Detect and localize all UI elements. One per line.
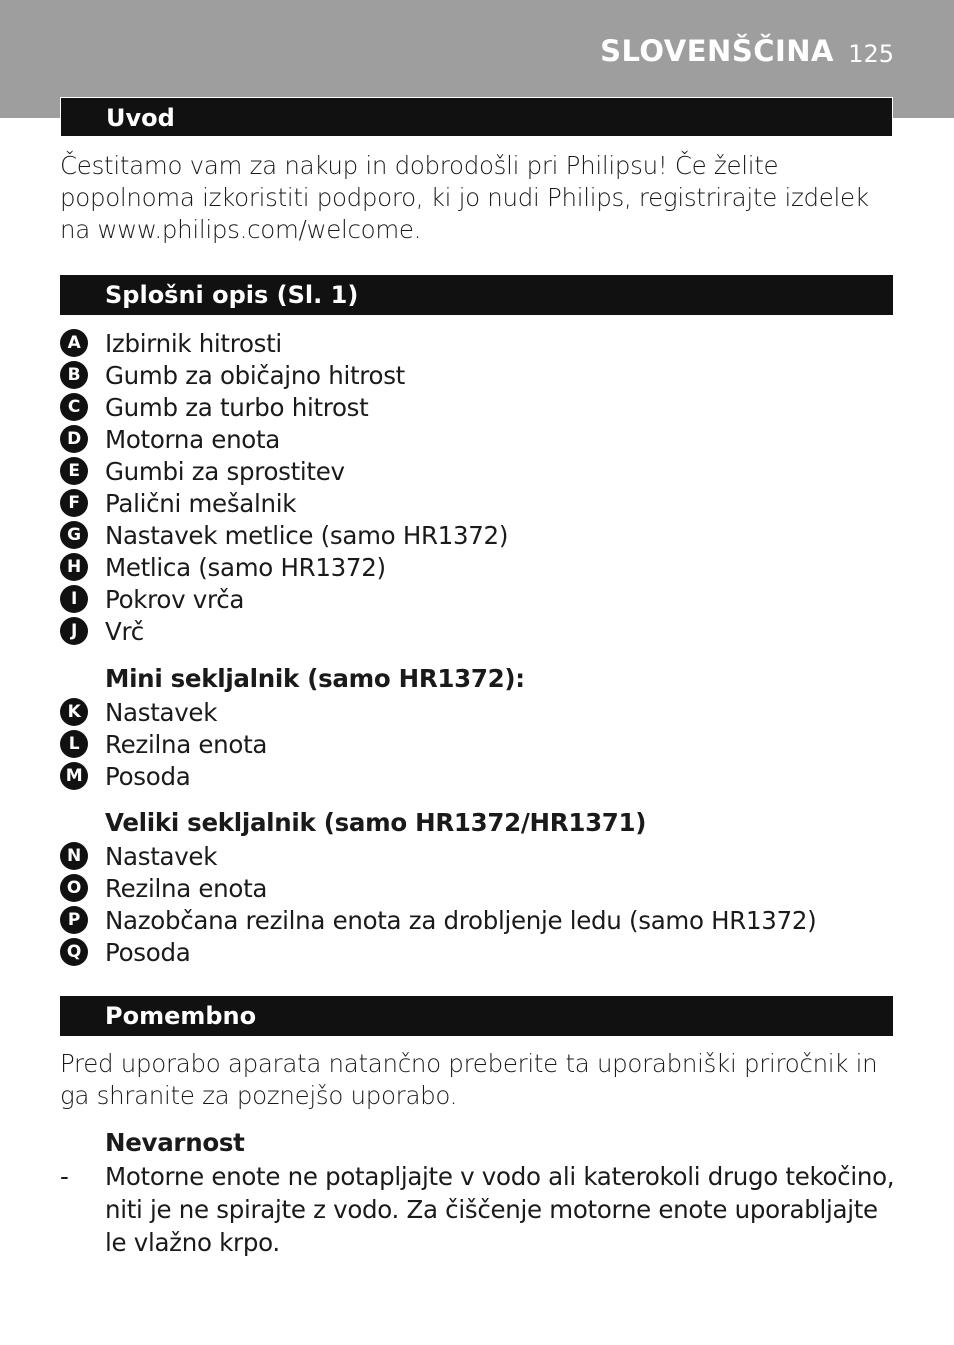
item-label: Nazobčana rezilna enota za drobljenje ledu (samo HR1372) <box>105 905 817 935</box>
list-item <box>60 760 920 792</box>
item-label: Gumb za običajno hitrost <box>105 360 405 390</box>
letter-badge: O <box>60 874 88 902</box>
page-number: 125 <box>848 40 894 68</box>
important-text: Pred uporabo aparata natančno preberite ta uporabniški priročnik in ga shranite za poznejšo uporabo. <box>60 1049 878 1110</box>
intro-text: Čestitamo vam za nakup in dobrodošli pri Philipsu! Če želite popolnoma izkoristiti podporo, ki jo nudi Philips, registrirajte izdelek na www.philips.com/welcome. <box>60 151 869 244</box>
list-item <box>60 327 920 359</box>
item-label: Izbirnik hitrosti <box>105 328 282 358</box>
item-label: Nastavek <box>105 697 218 727</box>
list-item <box>60 904 920 936</box>
list-item <box>60 455 920 487</box>
danger-bullet-text: Motorne enote ne potapljajte v vodo ali katerokoli drugo tekočino, niti je ne spirajte z vodo. Za čiščenje motorne enote uporabljajte le vlažno krpo. <box>105 1162 895 1257</box>
section-title-important: Pomembno <box>60 996 893 1036</box>
language-title: SLOVENŠČINA <box>600 34 834 68</box>
large-chopper-heading: Veliki sekljalnik (samo HR1372/HR1371) <box>105 808 647 837</box>
item-label: Posoda <box>105 937 191 967</box>
letter-badge: I <box>60 585 88 613</box>
letter-badge: E <box>60 457 88 485</box>
letter-badge: L <box>60 730 88 758</box>
letter-badge: M <box>60 762 88 790</box>
item-label: Posoda <box>105 761 191 791</box>
list-item <box>60 487 920 519</box>
item-label: Palični mešalnik <box>105 488 297 518</box>
letter-badge: G <box>60 521 88 549</box>
list-item <box>60 615 920 647</box>
parts-list <box>60 327 920 647</box>
list-item <box>60 696 920 728</box>
letter-badge: B <box>60 361 88 389</box>
item-label: Pokrov vrča <box>105 584 245 614</box>
list-item <box>60 936 920 968</box>
item-label: Rezilna enota <box>105 873 268 903</box>
mini-chopper-list <box>60 696 920 792</box>
mini-chopper-heading: Mini sekljalnik (samo HR1372): <box>105 664 525 693</box>
bullet-dash: - <box>60 1162 69 1191</box>
letter-badge: C <box>60 393 88 421</box>
danger-heading: Nevarnost <box>105 1128 245 1157</box>
letter-badge: Q <box>60 938 88 966</box>
item-label: Nastavek <box>105 841 218 871</box>
letter-badge: F <box>60 489 88 517</box>
letter-badge: D <box>60 425 88 453</box>
letter-badge: H <box>60 553 88 581</box>
danger-bullet <box>60 1160 920 1259</box>
list-item <box>60 359 920 391</box>
item-label: Rezilna enota <box>105 729 268 759</box>
item-label: Nastavek metlice (samo HR1372) <box>105 520 509 550</box>
letter-badge: A <box>60 329 88 357</box>
item-label: Motorna enota <box>105 424 281 454</box>
list-item <box>60 519 920 551</box>
letter-badge: K <box>60 698 88 726</box>
section-title-description: Splošni opis (Sl. 1) <box>60 275 893 315</box>
letter-badge: P <box>60 906 88 934</box>
list-item <box>60 728 920 760</box>
list-item <box>60 423 920 455</box>
list-item <box>60 840 920 872</box>
list-item <box>60 872 920 904</box>
section-title-intro: Uvod <box>60 97 893 137</box>
list-item <box>60 583 920 615</box>
item-label: Gumb za turbo hitrost <box>105 392 369 422</box>
large-chopper-list <box>60 840 920 968</box>
list-item <box>60 551 920 583</box>
letter-badge: N <box>60 842 88 870</box>
item-label: Gumbi za sprostitev <box>105 456 345 486</box>
letter-badge: J <box>60 617 88 645</box>
item-label: Metlica (samo HR1372) <box>105 552 386 582</box>
item-label: Vrč <box>105 616 144 646</box>
list-item <box>60 391 920 423</box>
